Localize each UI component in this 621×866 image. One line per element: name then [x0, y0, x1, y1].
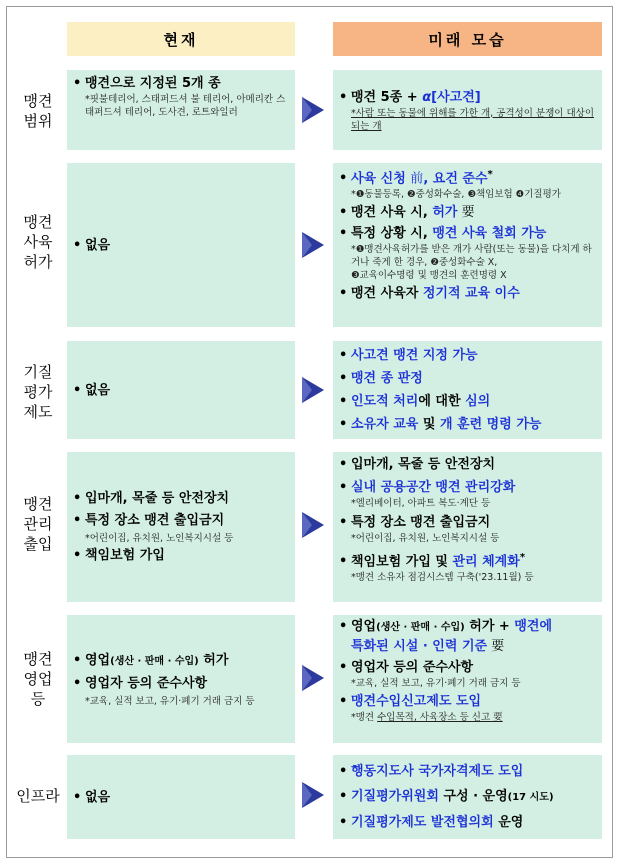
text: 없음 [85, 789, 111, 805]
temperament-current-item [73, 381, 289, 400]
text: 수입목적, 사육장소 등 신고 要 [377, 712, 503, 723]
row-label-temperament [14, 362, 62, 422]
row-label-line: 사육 [23, 233, 53, 251]
business-future-box [333, 615, 602, 743]
bullet: • [339, 619, 348, 634]
management-future-item-2 [339, 478, 596, 497]
text-accent: 개 훈련 명령 가능 [439, 417, 542, 432]
bullet: • [339, 226, 348, 242]
bullet: • [339, 660, 348, 675]
text: (생산 · 판매 · 수입) [110, 656, 199, 667]
permit-future-note-3b: ❸교육이수명령 및 맹견의 훈련명령 X [351, 270, 507, 282]
text: 영업 [85, 653, 111, 668]
permit-current-item [73, 236, 289, 255]
management-future-note-2: *엘리베이터, 아파트 복도·계단 등 [351, 498, 491, 509]
bullet: • [73, 676, 82, 691]
temperament-current-box [67, 341, 295, 439]
business-future-item-1 [339, 617, 596, 637]
alpha-symbol: α [422, 89, 432, 105]
infra-future-box [333, 755, 602, 839]
text: 특정 장소 맹견 출입금지 [351, 515, 491, 530]
row-label-line: 출입 [23, 535, 53, 553]
bullet: • [73, 237, 82, 253]
management-future-note-3: *어린이집, 유치원, 노인복지시설 등 [351, 533, 500, 544]
temperament-future-item-1 [339, 344, 596, 367]
row-label-scope [14, 91, 62, 131]
text: 要 [487, 639, 505, 654]
right-arrow-icon [302, 665, 324, 691]
footnote-mark: * [519, 552, 526, 563]
row-label-line: 맹견 [23, 213, 53, 231]
right-arrow-icon [302, 512, 324, 538]
bullet: • [339, 394, 348, 409]
text-accent: 실내 공용공간 맹견 관리강화 [351, 480, 516, 495]
business-future-item-1-cont [339, 637, 596, 656]
scope-future-box [333, 70, 602, 150]
text-accent: [사고견] [431, 89, 481, 105]
text: 영업자 등의 준수사항 [85, 676, 208, 691]
text-accent: 심의 [465, 394, 491, 409]
text: 특정 상황 시, [351, 226, 433, 242]
text-accent: 관리 체계화 [452, 554, 520, 570]
header-current-label: 현재 [163, 30, 199, 49]
temperament-future-box [333, 341, 602, 439]
row-label-line: 범위 [23, 112, 53, 130]
bullet: • [339, 789, 348, 804]
row-label-line: 맹견 [23, 650, 53, 668]
text: 영업자 등의 준수사항 [351, 660, 474, 675]
scope-current-note: *핏불테리어, 스태퍼드셔 불 테리어, 아메리칸 스태퍼드셔 테리어, 도사견, 로트와일러 [85, 94, 286, 118]
text: 허가 + [464, 619, 515, 634]
text-accent: 소유자 교육 [351, 417, 419, 432]
bullet: • [339, 694, 348, 709]
text: 要 [457, 205, 475, 221]
text-accent: 정기적 교육 이수 [422, 286, 520, 302]
row-label-line: 관리 [23, 515, 53, 533]
bullet: • [339, 554, 348, 570]
bullet: • [339, 417, 348, 432]
infra-future-item-1 [339, 759, 596, 784]
row-label-business [14, 649, 62, 709]
temperament-future-item-3 [339, 390, 596, 413]
text: 책임보험 가입 및 [351, 554, 453, 570]
text: 허가 [198, 653, 229, 668]
text-accent: 前 [410, 171, 424, 187]
bullet: • [73, 76, 82, 91]
permit-future-item-3 [339, 224, 596, 243]
header-future [333, 22, 602, 56]
infra-current-item [73, 788, 289, 807]
text: 에 대한 [418, 394, 466, 409]
row-label-line: 맹견 [23, 495, 53, 513]
business-future-note-3 [339, 711, 596, 724]
permit-future-note-1: *❶동물등록, ❷중성화수술, ❸책임보험 ❹기질평가 [351, 189, 561, 201]
text-accent: 사고견 맹견 지정 가능 [351, 348, 478, 363]
footnote-mark: * [487, 169, 493, 180]
text-accent: 기질평가제도 발전협의회 [351, 815, 494, 830]
management-future-box [333, 452, 602, 602]
bullet: • [339, 371, 348, 386]
text-accent: 맹견수입신고제도 도입 [351, 694, 482, 709]
bullet: • [339, 764, 348, 779]
text: 맹견으로 지정된 5개 종 [85, 76, 221, 91]
row-label-line: 등 [30, 690, 46, 708]
row-label-line: 허가 [23, 253, 53, 271]
management-future-item-3 [339, 513, 596, 532]
text: 운영 [493, 815, 524, 830]
text: 영업 [351, 619, 377, 634]
bullet: • [339, 89, 348, 105]
text: 책임보험 가입 [85, 547, 165, 563]
business-future-note-2: *교육, 실적 보고, 유기·폐기 거래 금지 등 [351, 678, 521, 689]
management-future-note-4: *맹견 소유자 점검시스템 구축('23.11월) 등 [351, 572, 534, 584]
permit-current-box [67, 163, 295, 327]
bullet: • [339, 815, 348, 830]
text-accent: 특화된 시설 · 인력 기준 [351, 639, 488, 654]
management-current-note-2: *어린이집, 유치원, 노인복지시설 등 [85, 532, 234, 544]
header-future-label: 미래 모습 [428, 30, 507, 49]
scope-future-item [339, 88, 596, 107]
bullet: • [73, 789, 82, 805]
row-label-management [14, 494, 62, 554]
text: 맹견 5종 + [351, 89, 423, 105]
bullet: • [73, 382, 82, 398]
text: 없음 [85, 237, 111, 253]
business-current-note-2: *교육, 실적 보고, 유기·폐기 거래 금지 등 [85, 696, 255, 707]
right-arrow-icon [302, 232, 324, 258]
infra-current-box [67, 755, 295, 839]
text-accent: 맹견 사육 철회 가능 [432, 226, 547, 242]
bullet: • [339, 515, 348, 530]
business-future-item-2 [339, 658, 596, 677]
business-future-item-3 [339, 692, 596, 711]
text-accent: 기질평가위원회 [351, 789, 439, 804]
text: 없음 [85, 382, 111, 398]
bullet: • [339, 205, 348, 221]
business-current-box [67, 615, 295, 743]
permit-future-item-4 [339, 284, 596, 303]
permit-future-note-3a: *❶맹견사육허가를 받은 개가 사람(또는 동물)을 다치게 하거나 죽게 한 경우, ❷중성화수술 X, [351, 244, 592, 269]
text: 특정 장소 맹견 출입금지 [85, 512, 225, 528]
row-label-line: 영업 [23, 670, 53, 688]
permit-future-box [333, 163, 602, 327]
management-current-item-1 [73, 488, 289, 510]
row-label-line: 맹견 [23, 92, 53, 110]
bullet: • [339, 171, 348, 187]
row-label-line: 인프라 [16, 787, 60, 805]
management-future-item-4 [339, 548, 596, 571]
bullet: • [73, 653, 82, 668]
header-current [67, 22, 295, 56]
right-arrow-icon [302, 377, 324, 403]
scope-current-box [67, 70, 295, 150]
row-label-line: 제도 [23, 403, 53, 421]
text-accent: 인도적 처리 [351, 394, 419, 409]
management-current-item-3 [73, 545, 289, 567]
scope-current-item [73, 74, 289, 93]
text: (생산 · 판매 · 수입) [376, 622, 465, 633]
text: 입마개, 목줄 등 안전장치 [85, 490, 230, 506]
permit-future-item-2 [339, 203, 596, 222]
text: 구성 · 운영 [438, 789, 508, 804]
row-label-line: 평가 [23, 383, 53, 401]
text-accent: 맹견에 [514, 619, 553, 634]
text-accent: 행동지도사 국가자격제도 도입 [351, 764, 524, 779]
row-label-permit [14, 212, 62, 272]
text: 입마개, 목줄 등 안전장치 [351, 457, 496, 472]
management-future-item-1 [339, 455, 596, 474]
bullet: • [73, 512, 82, 528]
text-accent: 맹견 종 판정 [351, 371, 423, 386]
right-arrow-icon [302, 97, 324, 123]
temperament-future-item-4 [339, 413, 596, 436]
text: 맹견 사육 시, [351, 205, 433, 221]
bullet: • [339, 286, 348, 302]
bullet: • [73, 547, 82, 563]
management-current-box [67, 452, 295, 602]
text: *맹견 [351, 712, 378, 723]
row-label-infra [14, 786, 62, 806]
bullet: • [339, 348, 348, 363]
text-accent: 사육 신청 [351, 171, 411, 187]
text-accent: , 요건 준수 [423, 171, 488, 187]
text: (17 시도) [507, 792, 554, 803]
business-current-item-1 [73, 650, 289, 673]
text-accent: 허가 [432, 205, 458, 221]
right-arrow-icon [302, 782, 324, 808]
text: 및 [418, 417, 440, 432]
permit-future-item-1 [339, 165, 596, 188]
scope-future-note: *사람 또는 동물에 위해를 가한 개, 공격성이 분쟁이 대상이 되는 개 [351, 107, 594, 132]
infra-future-item-3 [339, 810, 596, 835]
temperament-future-item-2 [339, 367, 596, 390]
bullet: • [339, 457, 348, 472]
bullet: • [339, 480, 348, 495]
row-label-line: 기질 [23, 363, 53, 381]
text: 맹견 사육자 [351, 286, 423, 302]
management-current-item-2 [73, 510, 289, 532]
business-current-item-2 [73, 673, 289, 695]
bullet: • [73, 490, 82, 506]
infra-future-item-2 [339, 784, 596, 810]
